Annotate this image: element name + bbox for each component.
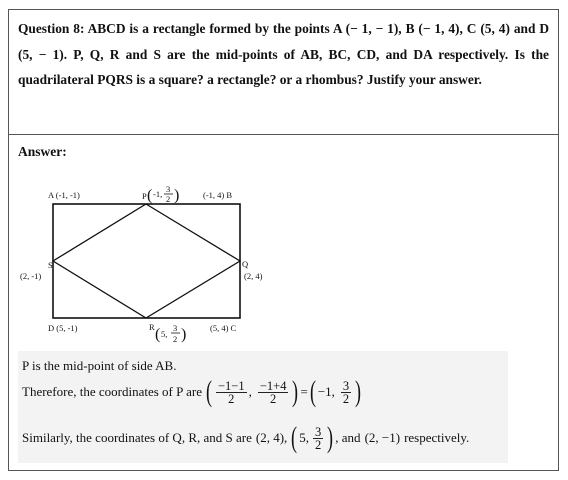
question-block: [9, 10, 558, 135]
comma: ,: [248, 384, 252, 399]
fraction-x: [216, 380, 247, 405]
result-fraction-den: 2: [342, 391, 350, 406]
label-a: A (-1, -1): [48, 190, 80, 200]
fraction-y-num: −1+4: [259, 378, 287, 393]
s-coordinate: (2, −1): [364, 430, 401, 445]
quadrilateral-pqrs: [53, 204, 240, 318]
label-s-coord: (2, -1): [20, 271, 42, 281]
fraction-x-num: −1−1: [218, 378, 245, 393]
label-s-letter: S: [48, 260, 53, 270]
result-fraction: [341, 380, 351, 405]
label-r-x: 5,: [161, 329, 168, 339]
result-close-paren: ): [355, 375, 362, 408]
equals-sign: =: [300, 384, 308, 399]
content-frame: [8, 9, 559, 471]
solution-block: [18, 351, 508, 463]
solution-line-2: [22, 377, 363, 407]
solution-line-1-text: P is the mid-point of side AB.: [22, 358, 177, 373]
label-c: (5, 4) C: [210, 323, 237, 333]
result-x: −1,: [317, 384, 335, 399]
r-x: 5,: [299, 430, 310, 445]
label-p-letter: P: [142, 191, 147, 201]
r-fraction-den: 2: [315, 437, 322, 452]
solution-line-3-mid: , and: [335, 430, 361, 445]
q-coordinate: (2, 4),: [255, 430, 288, 445]
result-open-paren: (: [309, 375, 316, 408]
label-p-num: 3: [166, 184, 171, 194]
open-paren: (: [206, 375, 212, 408]
r-open-paren: (: [291, 421, 298, 454]
label-p-paren-open: (: [147, 187, 153, 204]
solution-line-3-prefix: Similarly, the coordinates of Q, R, and S are: [22, 430, 252, 445]
solution-line-1: [22, 358, 176, 374]
close-paren: ): [292, 375, 299, 408]
solution-line-3-suffix: respectively.: [404, 430, 470, 445]
solution-line-2-prefix: Therefore, the coordinates of P are: [22, 384, 202, 399]
rectangle-abcd: [53, 204, 240, 318]
label-p-den: 2: [166, 194, 171, 204]
fraction-y-den: 2: [270, 391, 277, 406]
label-b: (-1, 4) B: [203, 190, 233, 200]
label-q-coord: (2, 4): [244, 271, 263, 281]
label-p-x: -1,: [153, 189, 163, 199]
r-close-paren: ): [327, 421, 334, 454]
answer-label: Answer:: [18, 144, 67, 159]
r-fraction-num: 3: [315, 424, 322, 439]
solution-line-3: [22, 423, 469, 453]
label-r-num: 3: [173, 323, 178, 333]
question-text: Question 8: ABCD is a rectangle formed by the points A (− 1, − 1), B (− 1, 4), C (5, 4) and D (5, − 1). P, Q, R and S are the mid-points of AB, BC, CD, and DA respectively. Is the quadrilateral PQRS is a square? a rectangle? or a rhombus? Justify your answer.: [18, 21, 549, 87]
label-q-letter: Q: [242, 259, 249, 269]
r-fraction: [313, 426, 323, 451]
result-fraction-num: 3: [342, 378, 350, 393]
fraction-y: [258, 380, 289, 405]
label-p-paren-close: ): [174, 187, 180, 204]
label-r-paren-close: ): [181, 326, 187, 343]
label-r-den: 2: [173, 334, 178, 344]
label-d: D (5, -1): [48, 323, 78, 333]
rectangle-figure: [9, 180, 309, 350]
label-r-paren-open: (: [155, 326, 161, 343]
fraction-x-den: 2: [228, 391, 235, 406]
label-r-letter: R: [149, 322, 155, 332]
